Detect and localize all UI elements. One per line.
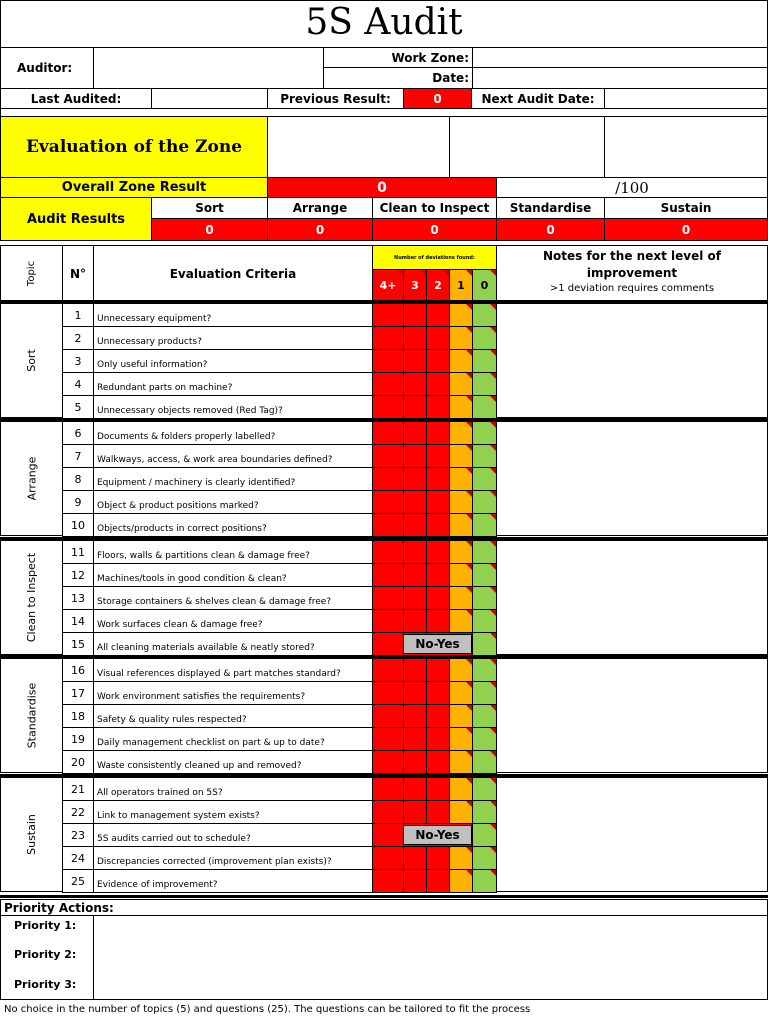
score-cell[interactable] (426, 326, 450, 350)
notes-subtitle: >1 deviation requires comments (549, 283, 715, 294)
score-cell[interactable] (426, 869, 450, 893)
last-audited-label: Last Audited: (0, 88, 152, 109)
score-cell[interactable] (472, 800, 497, 824)
score-cell[interactable] (472, 846, 497, 870)
criterion-number: 22 (62, 800, 94, 824)
notes-field[interactable] (496, 658, 768, 773)
next-audit-field[interactable] (604, 88, 768, 109)
criterion-text: All cleaning materials available & neatly stored? (93, 632, 373, 656)
score-cell[interactable] (472, 681, 497, 705)
criterion-text: Evidence of improvement? (93, 869, 373, 893)
score-cell[interactable] (472, 658, 497, 682)
score-cell[interactable] (449, 800, 473, 824)
score-cell[interactable] (403, 467, 427, 491)
no-yes-selector[interactable]: No-Yes (403, 634, 472, 654)
score-cell[interactable] (403, 777, 427, 801)
score-cell[interactable] (472, 467, 497, 491)
score-cell[interactable] (426, 513, 450, 537)
priority-1-label: Priority 1: (14, 918, 77, 932)
evaluation-title: Evaluation of the Zone (0, 116, 268, 178)
criterion-number: 24 (62, 846, 94, 870)
no-yes-selector[interactable]: No-Yes (403, 825, 472, 845)
priority-title: Priority Actions: (4, 900, 114, 915)
score-cell[interactable] (449, 349, 473, 373)
score-cell[interactable] (449, 727, 473, 751)
topic-cell (0, 303, 63, 418)
last-audited-field[interactable] (151, 88, 268, 109)
topic-cell (0, 777, 63, 892)
section-separator (0, 895, 768, 898)
next-audit-label: Next Audit Date: (471, 88, 605, 109)
score-cell[interactable] (372, 658, 404, 682)
score-cell[interactable] (372, 586, 404, 610)
auditor-label: Auditor: (0, 47, 94, 89)
score-cell[interactable] (403, 303, 427, 327)
criterion-number: 2 (62, 326, 94, 350)
criterion-number: 17 (62, 681, 94, 705)
notes-field[interactable] (496, 777, 768, 892)
criterion-text: Objects/products in correct positions? (93, 513, 373, 537)
criterion-number: 19 (62, 727, 94, 751)
criterion-number: 11 (62, 540, 94, 564)
score-cell[interactable] (372, 490, 404, 514)
criterion-text: Unnecessary equipment? (93, 303, 373, 327)
score-cell[interactable] (403, 490, 427, 514)
score-cell[interactable] (426, 372, 450, 396)
date-field[interactable] (472, 67, 768, 89)
previous-result-label: Previous Result: (267, 88, 404, 109)
score-cell[interactable] (372, 372, 404, 396)
score-cell[interactable] (372, 444, 404, 468)
score-cell[interactable] (372, 513, 404, 537)
score-cell[interactable] (449, 513, 473, 537)
score-cell[interactable] (426, 467, 450, 491)
criterion-number: 20 (62, 750, 94, 774)
score-cell[interactable] (472, 704, 497, 728)
score-cell[interactable] (426, 658, 450, 682)
score-cell[interactable] (449, 421, 473, 445)
criterion-text: All operators trained on 5S? (93, 777, 373, 801)
criterion-number: 8 (62, 467, 94, 491)
score-cell[interactable] (426, 395, 450, 419)
score-cell[interactable] (403, 444, 427, 468)
score-cell[interactable] (403, 727, 427, 751)
score-cell[interactable] (472, 563, 497, 587)
score-cell[interactable] (472, 513, 497, 537)
score-cell[interactable] (372, 632, 404, 656)
criteria-header: Evaluation Criteria (93, 245, 373, 302)
topic-header: Topic (0, 245, 63, 302)
score-cell[interactable] (372, 467, 404, 491)
criterion-text: Unnecessary objects removed (Red Tag)? (93, 395, 373, 419)
score-cell[interactable] (472, 326, 497, 350)
criterion-text: Floors, walls & partitions clean & damage free? (93, 540, 373, 564)
score-cell[interactable] (449, 846, 473, 870)
overall-zone-value: 0 (267, 177, 497, 198)
criterion-number: 13 (62, 586, 94, 610)
score-cell[interactable] (472, 490, 497, 514)
score-cell[interactable] (426, 303, 450, 327)
category-arrange-value: 0 (267, 218, 373, 241)
score-cell[interactable] (426, 444, 450, 468)
score-cell[interactable] (449, 704, 473, 728)
criterion-text: Daily management checklist on part & up to date? (93, 727, 373, 751)
audit-results-label: Audit Results (0, 197, 152, 241)
notes-title: Notes for the next level of improvement (543, 249, 721, 280)
criterion-text: Safety & quality rules respected? (93, 704, 373, 728)
notes-header (496, 245, 768, 302)
criterion-text: Work surfaces clean & damage free? (93, 609, 373, 633)
score-cell[interactable] (472, 609, 497, 633)
score-cell[interactable] (403, 609, 427, 633)
criterion-number: 16 (62, 658, 94, 682)
priority-actions-field[interactable] (93, 915, 768, 1000)
criterion-number: 10 (62, 513, 94, 537)
score-cell[interactable] (426, 563, 450, 587)
score-cell[interactable] (426, 609, 450, 633)
score-cell[interactable] (403, 869, 427, 893)
score-cell[interactable] (372, 846, 404, 870)
evaluation-box-2 (449, 116, 605, 178)
score-cell[interactable] (426, 750, 450, 774)
priority-3-label: Priority 3: (14, 977, 77, 991)
score-cell[interactable] (403, 846, 427, 870)
criterion-text: Waste consistently cleaned up and removed? (93, 750, 373, 774)
score-cell[interactable] (403, 563, 427, 587)
score-cell[interactable] (372, 540, 404, 564)
score-header-0: 4+ (372, 269, 404, 302)
auditor-field[interactable] (93, 47, 324, 89)
score-cell[interactable] (472, 869, 497, 893)
score-cell[interactable] (449, 777, 473, 801)
criterion-text: Redundant parts on machine? (93, 372, 373, 396)
score-cell[interactable] (472, 421, 497, 445)
score-cell[interactable] (472, 444, 497, 468)
score-cell[interactable] (426, 681, 450, 705)
criterion-number: 6 (62, 421, 94, 445)
score-cell[interactable] (426, 777, 450, 801)
score-cell[interactable] (403, 349, 427, 373)
topic-label: Clean to Inspect (25, 552, 38, 643)
score-cell[interactable] (403, 658, 427, 682)
score-cell[interactable] (472, 823, 497, 847)
criterion-text: Visual references displayed & part matches standard? (93, 658, 373, 682)
priority-title-row (0, 899, 768, 916)
score-cell[interactable] (426, 800, 450, 824)
score-cell[interactable] (372, 727, 404, 751)
criterion-text: Storage containers & shelves clean & damage free? (93, 586, 373, 610)
criterion-number: 21 (62, 777, 94, 801)
score-cell[interactable] (449, 490, 473, 514)
score-header-3: 1 (449, 269, 473, 302)
score-cell[interactable] (372, 421, 404, 445)
topic-cell (0, 421, 63, 536)
page-title: 5S Audit (0, 0, 768, 47)
criterion-number: 23 (62, 823, 94, 847)
evaluation-box-3 (604, 116, 768, 178)
score-cell[interactable] (372, 681, 404, 705)
score-cell[interactable] (449, 303, 473, 327)
criterion-text: Walkways, access, & work area boundaries defined? (93, 444, 373, 468)
score-cell[interactable] (426, 490, 450, 514)
criterion-text: Unnecessary products? (93, 326, 373, 350)
criterion-number: 9 (62, 490, 94, 514)
criterion-text: Link to management system exists? (93, 800, 373, 824)
score-cell[interactable] (449, 586, 473, 610)
topic-label: Sort (25, 349, 38, 372)
date-label: Date: (323, 67, 473, 89)
notes-field[interactable] (496, 421, 768, 536)
score-cell[interactable] (403, 421, 427, 445)
score-cell[interactable] (472, 586, 497, 610)
criterion-text: Object & product positions marked? (93, 490, 373, 514)
score-cell[interactable] (372, 750, 404, 774)
category-sort-label: Sort (151, 197, 268, 219)
number-header: N° (62, 245, 94, 302)
score-header-4: 0 (472, 269, 497, 302)
score-cell[interactable] (372, 869, 404, 893)
work-zone-label: Work Zone: (323, 47, 473, 68)
criterion-text: Only useful information? (93, 349, 373, 373)
topic-label: Arrange (25, 456, 38, 501)
score-cell[interactable] (449, 869, 473, 893)
score-cell[interactable] (372, 349, 404, 373)
criterion-text: Documents & folders properly labelled? (93, 421, 373, 445)
criterion-text: 5S audits carried out to schedule? (93, 823, 373, 847)
score-cell[interactable] (403, 372, 427, 396)
criterion-number: 18 (62, 704, 94, 728)
score-cell[interactable] (449, 658, 473, 682)
score-cell[interactable] (449, 326, 473, 350)
topic-cell (0, 658, 63, 773)
score-cell[interactable] (426, 586, 450, 610)
score-cell[interactable] (472, 372, 497, 396)
evaluation-box-1 (267, 116, 450, 178)
score-cell[interactable] (449, 609, 473, 633)
score-cell[interactable] (403, 586, 427, 610)
category-standardise-label: Standardise (496, 197, 605, 219)
score-cell[interactable] (372, 800, 404, 824)
topic-label: Standardise (25, 682, 39, 749)
score-cell[interactable] (403, 750, 427, 774)
score-cell[interactable] (449, 395, 473, 419)
score-cell[interactable] (372, 303, 404, 327)
score-cell[interactable] (449, 750, 473, 774)
score-header-1: 3 (403, 269, 427, 302)
score-cell[interactable] (472, 349, 497, 373)
score-cell[interactable] (403, 681, 427, 705)
criterion-text: Machines/tools in good condition & clean? (93, 563, 373, 587)
score-cell[interactable] (426, 727, 450, 751)
score-cell[interactable] (403, 326, 427, 350)
score-cell[interactable] (372, 777, 404, 801)
score-cell[interactable] (449, 467, 473, 491)
score-cell[interactable] (372, 704, 404, 728)
category-sustain-label: Sustain (604, 197, 768, 219)
criterion-text: Discrepancies corrected (improvement plan exists)? (93, 846, 373, 870)
overall-zone-max: /100 (496, 177, 768, 198)
score-cell[interactable] (426, 704, 450, 728)
criterion-number: 7 (62, 444, 94, 468)
priority-2-label: Priority 2: (14, 947, 77, 961)
score-cell[interactable] (403, 800, 427, 824)
criterion-number: 15 (62, 632, 94, 656)
score-cell[interactable] (472, 303, 497, 327)
score-cell[interactable] (426, 846, 450, 870)
criterion-number: 3 (62, 349, 94, 373)
score-cell[interactable] (372, 563, 404, 587)
score-cell[interactable] (449, 372, 473, 396)
score-cell[interactable] (449, 444, 473, 468)
score-cell[interactable] (449, 681, 473, 705)
category-clean-value: 0 (372, 218, 497, 241)
overall-zone-label: Overall Zone Result (0, 177, 268, 198)
score-cell[interactable] (472, 777, 497, 801)
category-sort-value: 0 (151, 218, 268, 241)
score-cell[interactable] (372, 609, 404, 633)
score-cell[interactable] (426, 540, 450, 564)
criterion-number: 14 (62, 609, 94, 633)
score-cell[interactable] (403, 540, 427, 564)
topic-label: Sustain (25, 814, 38, 855)
criterion-number: 25 (62, 869, 94, 893)
criterion-number: 1 (62, 303, 94, 327)
score-cell[interactable] (426, 349, 450, 373)
score-cell[interactable] (449, 540, 473, 564)
notes-field[interactable] (496, 303, 768, 418)
category-arrange-label: Arrange (267, 197, 373, 219)
criterion-number: 12 (62, 563, 94, 587)
score-cell[interactable] (472, 727, 497, 751)
score-cell[interactable] (426, 421, 450, 445)
work-zone-field[interactable] (472, 47, 768, 68)
score-cell[interactable] (403, 513, 427, 537)
score-cell[interactable] (372, 823, 404, 847)
notes-field[interactable] (496, 540, 768, 655)
score-header-2: 2 (426, 269, 450, 302)
category-sustain-value: 0 (604, 218, 768, 241)
category-standardise-value: 0 (496, 218, 605, 241)
score-cell[interactable] (372, 326, 404, 350)
criterion-text: Equipment / machinery is clearly identified? (93, 467, 373, 491)
category-clean-label: Clean to Inspect (372, 197, 497, 219)
score-cell[interactable] (403, 395, 427, 419)
score-cell[interactable] (372, 395, 404, 419)
score-cell[interactable] (403, 704, 427, 728)
criterion-number: 5 (62, 395, 94, 419)
score-cell[interactable] (472, 395, 497, 419)
topic-cell (0, 540, 63, 655)
criterion-number: 4 (62, 372, 94, 396)
score-cell[interactable] (472, 750, 497, 774)
previous-result-value: 0 (403, 88, 472, 109)
deviations-header: Number of deviations found: (372, 245, 497, 270)
score-cell[interactable] (449, 563, 473, 587)
score-cell[interactable] (472, 540, 497, 564)
footer-note: No choice in the number of topics (5) and questions (25). The questions can be tailored to fit the process (4, 1004, 531, 1015)
score-cell[interactable] (472, 632, 497, 656)
criterion-text: Work environment satisfies the requirements? (93, 681, 373, 705)
